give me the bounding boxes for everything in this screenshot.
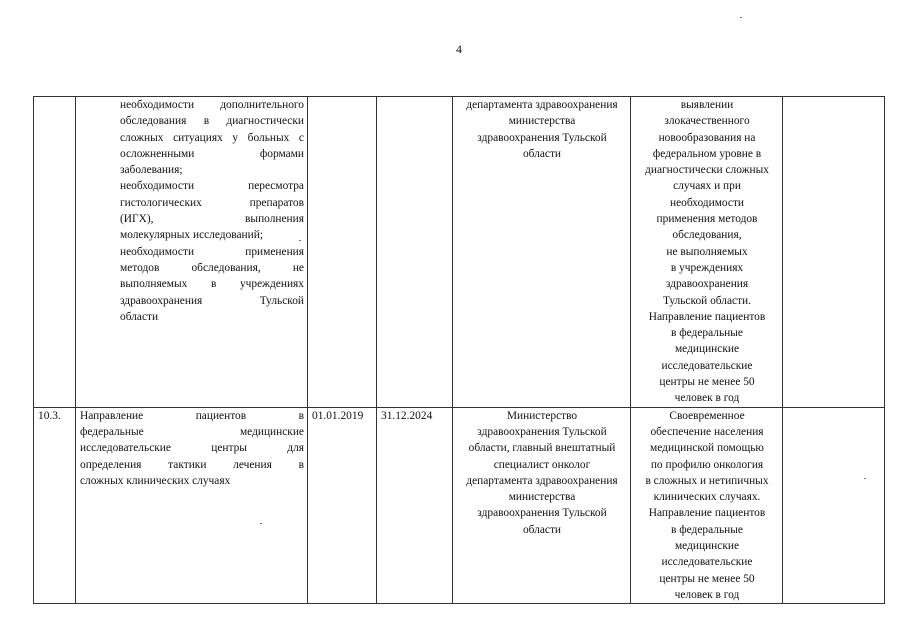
text-line: (ИГХ), выполнения [120, 213, 304, 226]
text-line: области [120, 310, 159, 323]
text-line: специалист онколог [493, 458, 591, 471]
text-line: методов обследования, не [120, 261, 304, 274]
cell-number: 10.3. [34, 407, 76, 604]
text-line: министерства [508, 115, 576, 128]
text-line: здравоохранения Тульской [477, 425, 607, 438]
text-line: здравоохранения Тульской [477, 507, 607, 520]
text-line: обследования в диагностически [120, 115, 304, 128]
text-line: исследовательские центры для [80, 442, 304, 455]
text-line: Своевременное [669, 409, 745, 422]
table-row-continued [34, 97, 885, 408]
text-line: в федеральные [671, 327, 743, 340]
text-line: в федеральные [671, 523, 743, 536]
text-line: необходимости дополнительного [120, 99, 304, 111]
text-line: Направление пациентов в [80, 409, 304, 422]
text-line: клинических случаях. [653, 491, 761, 504]
text-line: медицинской помощью [650, 442, 764, 455]
text-line: департамента здравоохранения [466, 99, 618, 111]
text-line: необходимости применения [120, 245, 304, 258]
text-line: федеральном уровне в [652, 147, 762, 160]
scan-speck [299, 240, 301, 241]
cell-responsible [453, 407, 631, 604]
table-row-10-3 [34, 407, 885, 604]
text-line: по профилю онкология [650, 458, 764, 471]
cell-end-date [377, 97, 453, 408]
text-line: в учреждениях [670, 261, 744, 274]
text-line: медицинские [674, 540, 740, 553]
cell-start-date [308, 97, 377, 408]
scan-speck [740, 17, 742, 18]
text-line: обеспечение населения [650, 425, 764, 438]
text-line: сложных клинических случаях [80, 474, 231, 487]
text-line: области [522, 523, 562, 536]
text-line: необходимости пересмотра [120, 180, 304, 193]
text-line: гистологических препаратов [120, 196, 304, 209]
text-line: заболевания; [120, 164, 183, 177]
text-line: Тульской области. [662, 294, 752, 307]
text-line: необходимости [669, 196, 745, 209]
text-line: сложных ситуациях у больных с [120, 131, 304, 144]
text-line: злокачественного [664, 115, 750, 128]
text-line: в сложных и нетипичных [645, 474, 769, 487]
text-line: обследования, [672, 229, 742, 242]
text-line: выполняемых в учреждениях [120, 278, 304, 291]
scan-speck [260, 523, 262, 524]
text-line: выявлении [680, 99, 734, 111]
page-number: 4 [456, 42, 462, 56]
cell-responsible [453, 97, 631, 408]
text-line: осложненными формами [120, 147, 304, 160]
activity-table [33, 96, 885, 604]
text-line: применения методов [656, 213, 758, 226]
text-line: центры не менее 50 [659, 572, 755, 585]
cell-extra [783, 97, 885, 408]
text-line: человек в год [674, 392, 740, 405]
text-line: определения тактики лечения в [80, 458, 304, 471]
scan-speck [864, 478, 866, 479]
cell-description [76, 407, 308, 604]
text-line: здравоохранения Тульской [477, 131, 607, 144]
cell-end-date: 31.12.2024 [377, 407, 453, 604]
text-line: Направление пациентов [648, 507, 766, 520]
cell-number [34, 97, 76, 408]
text-line: случаях и при [673, 180, 741, 193]
text-line: диагностически сложных [645, 164, 769, 177]
text-line: исследовательские [661, 359, 753, 372]
text-line: департамента здравоохранения [466, 474, 618, 487]
text-line: новообразования на [658, 131, 756, 144]
cell-extra [783, 407, 885, 604]
cell-description [76, 97, 308, 408]
text-line: молекулярных исследований; [120, 229, 263, 242]
text-line: человек в год [674, 588, 740, 601]
text-line: здравоохранения [665, 278, 749, 291]
cell-start-date: 01.01.2019 [308, 407, 377, 604]
text-line: министерства [508, 491, 576, 504]
text-line: области [522, 147, 562, 160]
text-line: не выполняемых [666, 245, 748, 258]
text-line: медицинские [674, 343, 740, 356]
text-line: центры не менее 50 [659, 376, 755, 389]
text-line: Направление пациентов [648, 310, 766, 323]
cell-result [631, 407, 783, 604]
text-line: области, главный внештатный [468, 442, 616, 455]
text-line: Министерство [506, 409, 578, 422]
text-line: здравоохранения Тульской [120, 294, 304, 307]
text-line: федеральные медицинские [80, 425, 304, 438]
cell-result [631, 97, 783, 408]
text-line: исследовательские [661, 556, 753, 569]
